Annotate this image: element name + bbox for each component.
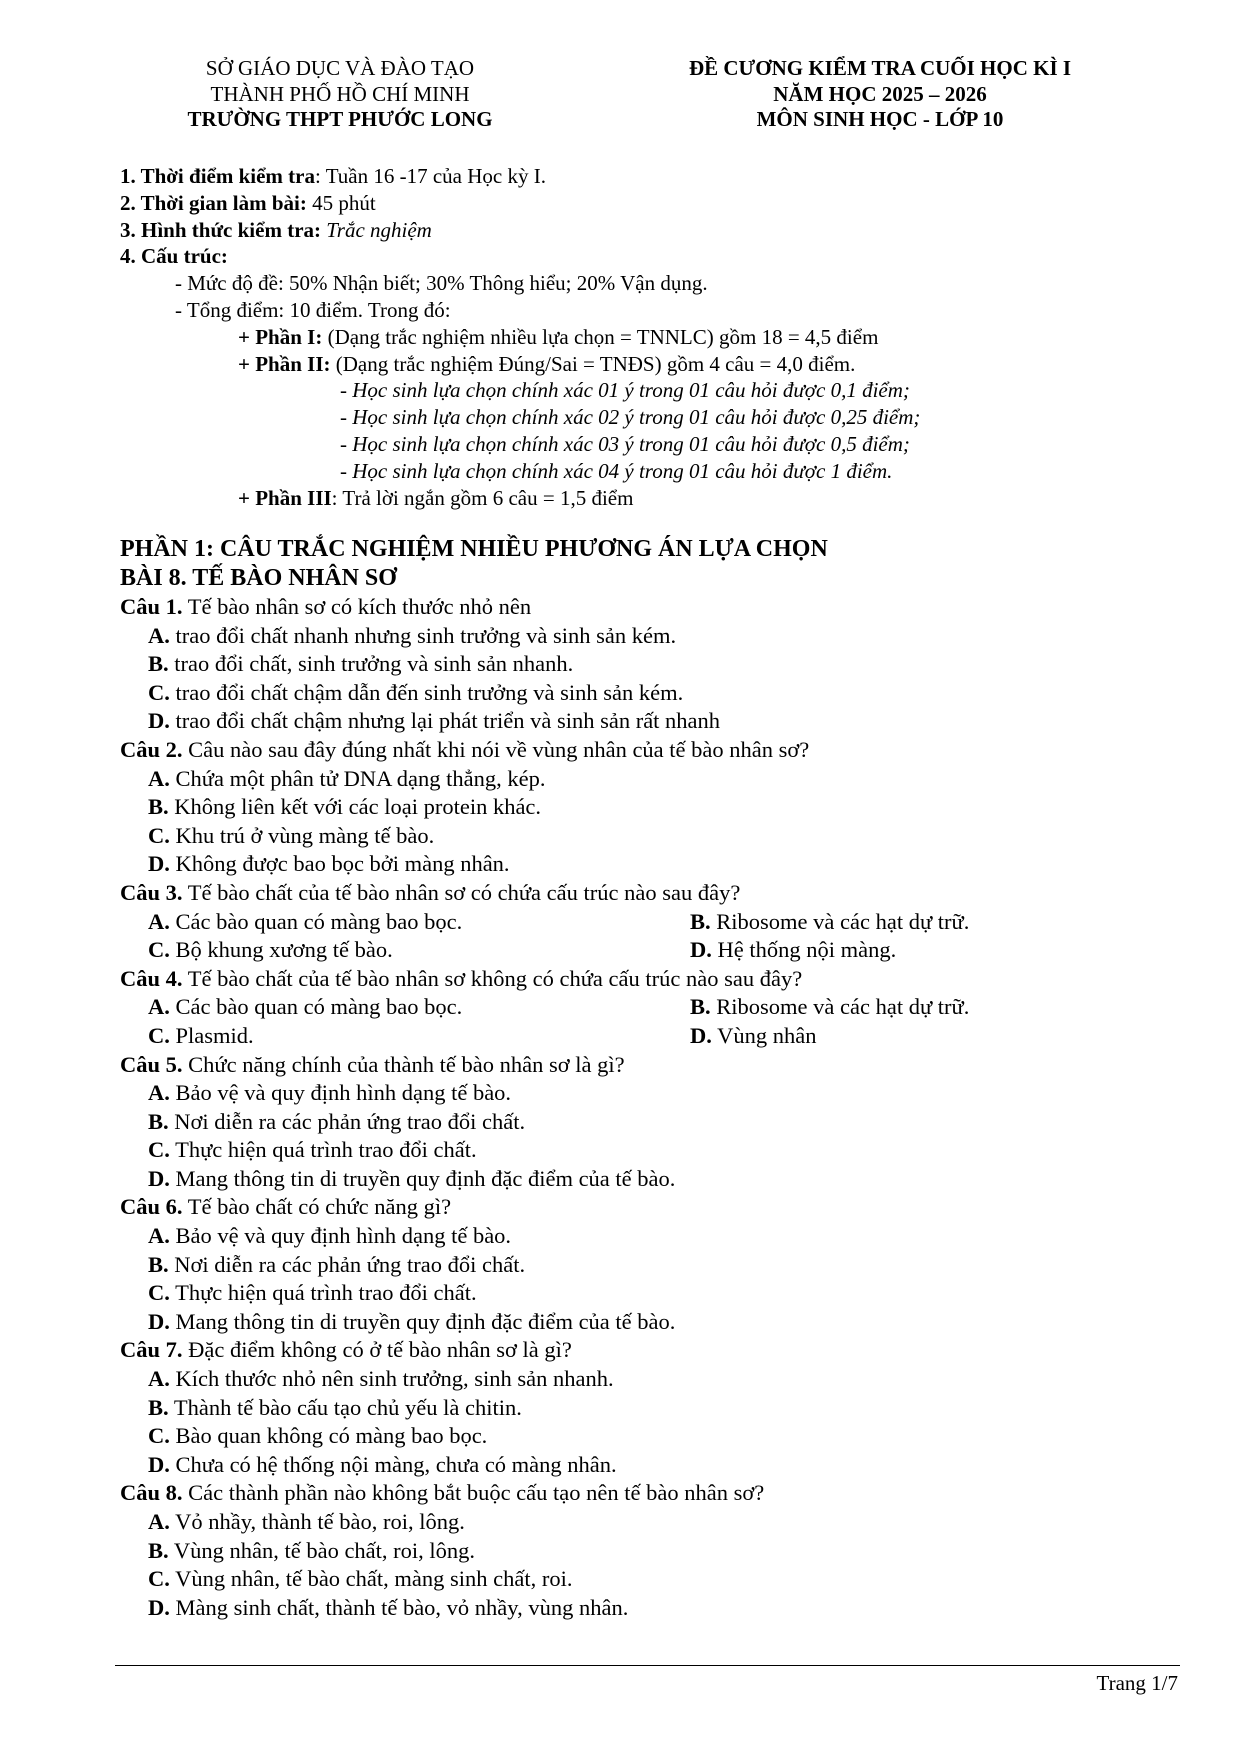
exam-content xyxy=(120,535,1160,1622)
question-4 xyxy=(120,965,1160,1051)
part-title: PHẦN 1: CÂU TRẮC NGHIỆM NHIỀU PHƯƠNG ÁN LỰA CHỌN xyxy=(120,536,828,562)
scoring-rule-2: - Học sinh lựa chọn chính xác 02 ý trong 01 câu hỏi được 0,25 điểm; xyxy=(340,405,921,430)
option-row xyxy=(120,908,1160,937)
option-d: D. Hệ thống nội màng. xyxy=(690,937,897,963)
page-number: Trang 1/7 xyxy=(1096,1671,1178,1695)
option-a: A. Chứa một phân tử DNA dạng thẳng, kép. xyxy=(148,765,546,791)
option-d: D. Mang thông tin di truyền quy định đặc điểm của tế bào. xyxy=(148,1165,676,1191)
option-d: D. Mang thông tin di truyền quy định đặc điểm của tế bào. xyxy=(148,1308,676,1334)
info-line-duration: 2. Thời gian làm bài: 45 phút xyxy=(120,190,376,215)
question-5 xyxy=(120,1051,1160,1194)
option-b: B. Ribosome và các hạt dự trữ. xyxy=(690,908,970,934)
option-c: C. Plasmid. xyxy=(148,1022,254,1048)
footer-divider xyxy=(115,1665,1180,1666)
header-left xyxy=(140,56,540,133)
option-b: B. Thành tế bào cấu tạo chủ yếu là chitin. xyxy=(148,1394,522,1420)
option-c: C. Vùng nhân, tế bào chất, màng sinh chất, roi. xyxy=(148,1566,573,1592)
department-name: SỞ GIÁO DỤC VÀ ĐÀO TẠO xyxy=(205,56,475,80)
option-b: B. trao đổi chất, sinh trưởng và sinh sản nhanh. xyxy=(148,651,574,677)
option-row xyxy=(120,1022,1160,1051)
option-d: D. Không được bao bọc bởi màng nhân. xyxy=(148,851,510,877)
option-c: C. Bào quan không có màng bao bọc. xyxy=(148,1423,488,1449)
info-line-time: 1. Thời điểm kiểm tra: Tuần 16 -17 của Học kỳ I. xyxy=(120,164,546,188)
option-b: B. Nơi diễn ra các phản ứng trao đổi chất. xyxy=(148,1251,526,1277)
option-row xyxy=(120,936,1160,965)
question-stem: Câu 7. Đặc điểm không có ở tế bào nhân sơ là gì? xyxy=(120,1337,572,1363)
scoring-rule-4: - Học sinh lựa chọn chính xác 04 ý trong 01 câu hỏi được 1 điểm. xyxy=(340,458,893,483)
option-d: D. trao đổi chất chậm nhưng lại phát triển và sinh sản rất nhanh xyxy=(148,708,721,734)
scoring-rule-1: - Học sinh lựa chọn chính xác 01 ý trong 01 câu hỏi được 0,1 điểm; xyxy=(340,378,910,403)
school-name: TRƯỜNG THPT PHƯỚC LONG xyxy=(187,107,493,131)
question-3 xyxy=(120,879,1160,965)
option-b: B. Không liên kết với các loại protein khác. xyxy=(148,794,542,820)
option-a: A. Bảo vệ và quy định hình dạng tế bào. xyxy=(148,1223,512,1249)
question-2 xyxy=(120,736,1160,879)
question-stem: Câu 4. Tế bào chất của tế bào nhân sơ không có chứa cấu trúc nào sau đây? xyxy=(120,965,803,991)
option-a: A. Bảo vệ và quy định hình dạng tế bào. xyxy=(148,1080,512,1106)
option-d: D. Chưa có hệ thống nội màng, chưa có màng nhân. xyxy=(148,1451,617,1477)
document-title: ĐỀ CƯƠNG KIỂM TRA CUỐI HỌC KÌ I xyxy=(688,56,1072,80)
option-a: A. Kích thước nhỏ nên sinh trưởng, sinh sản nhanh. xyxy=(148,1366,614,1392)
question-1 xyxy=(120,593,1160,736)
scoring-rule-3: - Học sinh lựa chọn chính xác 03 ý trong 01 câu hỏi được 0,5 điểm; xyxy=(340,431,910,456)
part-1-desc: + Phần I: (Dạng trắc nghiệm nhiều lựa chọn = TNNLC) gồm 18 = 4,5 điểm xyxy=(238,324,879,349)
info-line-format: 3. Hình thức kiểm tra: Trắc nghiệm xyxy=(120,217,432,242)
option-c: C. Bộ khung xương tế bào. xyxy=(148,937,393,963)
question-stem: Câu 1. Tế bào nhân sơ có kích thước nhỏ nên xyxy=(120,594,532,619)
question-stem: Câu 2. Câu nào sau đây đúng nhất khi nói về vùng nhân của tế bào nhân sơ? xyxy=(120,736,810,762)
option-c: C. Khu trú ở vùng màng tế bào. xyxy=(148,822,435,848)
option-row xyxy=(120,993,1160,1022)
option-a: A. Các bào quan có màng bao bọc. xyxy=(148,908,463,934)
question-stem: Câu 3. Tế bào chất của tế bào nhân sơ có chứa cấu trúc nào sau đây? xyxy=(120,879,741,905)
part-3-desc: + Phần III: Trả lời ngắn gồm 6 câu = 1,5 điểm xyxy=(238,485,634,510)
option-b: B. Nơi diễn ra các phản ứng trao đổi chất. xyxy=(148,1108,526,1134)
header-right xyxy=(640,56,1120,133)
question-8 xyxy=(120,1479,1160,1622)
question-stem: Câu 5. Chức năng chính của thành tế bào nhân sơ là gì? xyxy=(120,1051,625,1077)
question-stem: Câu 6. Tế bào chất có chức năng gì? xyxy=(120,1194,452,1220)
exam-info xyxy=(120,163,1160,511)
lesson-title: BÀI 8. TẾ BÀO NHÂN SƠ xyxy=(120,565,397,591)
option-a: A. Vỏ nhầy, thành tế bào, roi, lông. xyxy=(148,1509,465,1534)
option-c: C. trao đổi chất chậm dẫn đến sinh trưởng và sinh sản kém. xyxy=(148,679,684,705)
option-c: C. Thực hiện quá trình trao đổi chất. xyxy=(148,1280,477,1306)
question-6 xyxy=(120,1193,1160,1336)
option-b: B. Ribosome và các hạt dự trữ. xyxy=(690,994,970,1020)
option-b: B. Vùng nhân, tế bào chất, roi, lông. xyxy=(148,1537,476,1563)
difficulty-level: - Mức độ đề: 50% Nhận biết; 30% Thông hiểu; 20% Vận dụng. xyxy=(175,271,708,296)
school-year: NĂM HỌC 2025 – 2026 xyxy=(773,81,987,106)
option-d: D. Vùng nhân xyxy=(690,1022,817,1048)
subject-grade: MÔN SINH HỌC - LỚP 10 xyxy=(756,107,1004,131)
info-line-structure: 4. Cấu trúc: xyxy=(120,244,228,269)
option-c: C. Thực hiện quá trình trao đổi chất. xyxy=(148,1137,477,1163)
option-d: D. Màng sinh chất, thành tế bào, vỏ nhầy, vùng nhân. xyxy=(148,1594,629,1620)
city-name: THÀNH PHỐ HỒ CHÍ MINH xyxy=(210,81,470,106)
option-a: A. Các bào quan có màng bao bọc. xyxy=(148,994,463,1020)
total-score: - Tổng điểm: 10 điểm. Trong đó: xyxy=(175,297,451,322)
question-7 xyxy=(120,1336,1160,1479)
option-a: A. trao đổi chất nhanh nhưng sinh trưởng và sinh sản kém. xyxy=(148,622,677,648)
part-2-desc: + Phần II: (Dạng trắc nghiệm Đúng/Sai = TNĐS) gồm 4 câu = 4,0 điểm. xyxy=(238,351,856,376)
question-stem: Câu 8. Các thành phần nào không bắt buộc cấu tạo nên tế bào nhân sơ? xyxy=(120,1480,765,1506)
